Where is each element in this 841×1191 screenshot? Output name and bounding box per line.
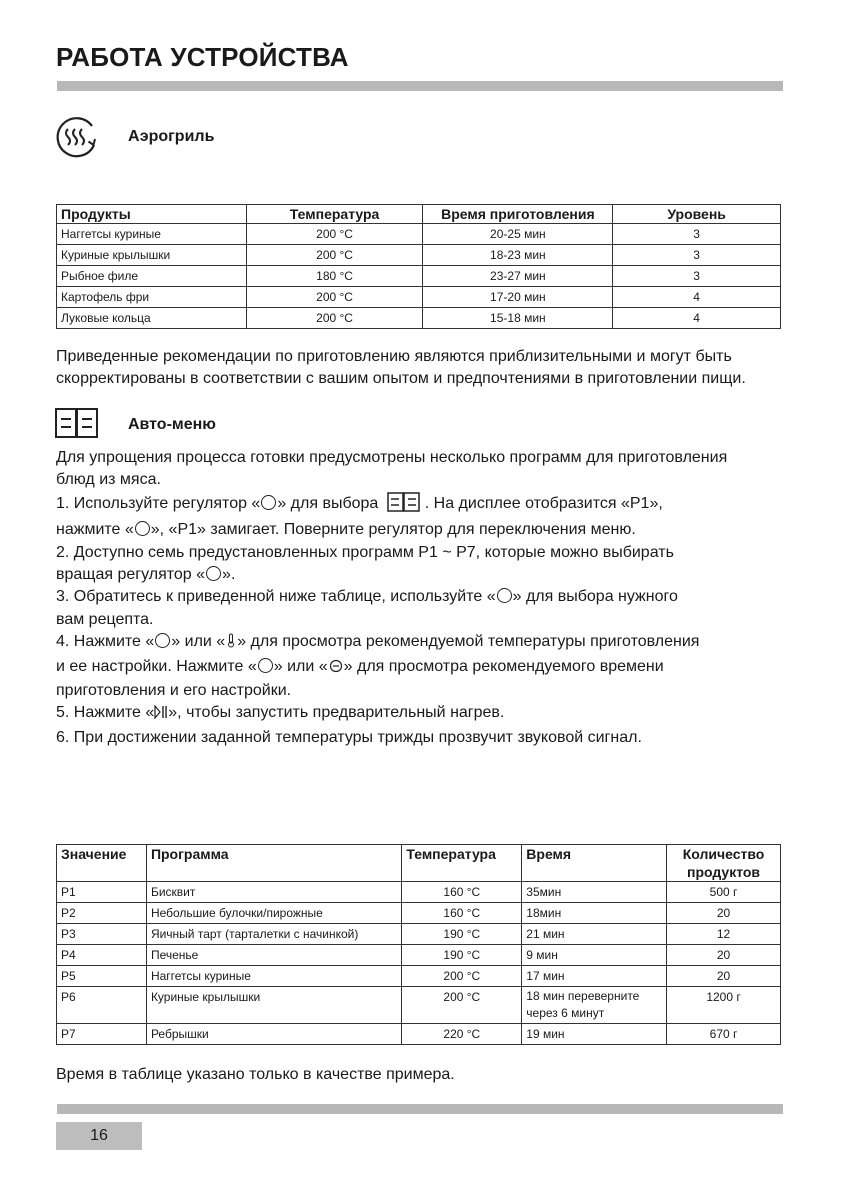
cell-level: 4 [613, 287, 781, 308]
header-rule [57, 81, 783, 91]
automenu-instructions [56, 447, 796, 749]
col-header-time: Время [522, 845, 667, 882]
col-header-products: Продукты [57, 205, 247, 224]
cell-temperature: 200 °C [402, 987, 522, 1024]
book-menu-icon [387, 492, 421, 519]
cell-value: P6 [57, 987, 147, 1024]
cell-temperature: 190 °C [402, 945, 522, 966]
cell-time: 23-27 мин [423, 266, 613, 287]
cell-quantity: 12 [667, 924, 781, 945]
cell-product: Картофель фри [57, 287, 247, 308]
instruction-step-1: 1. Используйте регулятор « » для выбора . На дисплее отобразится «P1», [56, 492, 796, 519]
table-header-row [57, 845, 781, 882]
thermometer-icon [227, 633, 235, 655]
table-row [57, 308, 781, 329]
dial-icon [258, 658, 273, 673]
cell-time: 15-18 мин [423, 308, 613, 329]
cell-value: P1 [57, 882, 147, 903]
cell-temperature: 200 °C [402, 966, 522, 987]
table-row [57, 287, 781, 308]
cell-program: Яичный тарт (тарталетки с начинкой) [146, 924, 401, 945]
cell-quantity: 1200 г [667, 987, 781, 1024]
cell-time: 21 мин [522, 924, 667, 945]
cell-time: 35мин [522, 882, 667, 903]
col-header-value: Значение [57, 845, 147, 882]
page-title: РАБОТА УСТРОЙСТВА [56, 42, 349, 72]
instruction-line: нажмите « », «P1» замигает. Поверните регулятор для переключения меню. [56, 521, 636, 539]
dial-icon [206, 566, 221, 581]
cell-program: Печенье [146, 945, 401, 966]
table-row [57, 966, 781, 987]
automenu-title: Авто-меню [128, 416, 216, 433]
cell-temperature: 200 °C [246, 245, 423, 266]
instruction-step-5: 5. Нажмите « », чтобы запустить предварительный нагрев. [56, 702, 796, 726]
cell-quantity: 20 [667, 903, 781, 924]
cell-time: 17 мин [522, 966, 667, 987]
cell-temperature: 190 °C [402, 924, 522, 945]
cell-level: 3 [613, 245, 781, 266]
instruction-line: приготовления и его настройки. [56, 682, 292, 700]
table-row [57, 903, 781, 924]
airgrill-title: Аэрогриль [128, 128, 215, 145]
cell-quantity: 500 г [667, 882, 781, 903]
cell-temperature: 200 °C [246, 308, 423, 329]
cell-time: 17-20 мин [423, 287, 613, 308]
cell-temperature: 200 °C [246, 287, 423, 308]
cell-time: 19 мин [522, 1024, 667, 1045]
table-row [57, 245, 781, 266]
cell-value: P3 [57, 924, 147, 945]
cell-program: Куриные крылышки [146, 987, 401, 1024]
table-header-row [57, 205, 781, 224]
table-row [57, 987, 781, 1024]
note-line: Приведенные рекомендации по приготовлению являются приблизительными и могут быть [56, 348, 732, 365]
instruction-line: блюд из мяса. [56, 471, 161, 489]
cell-program: Ребрышки [146, 1024, 401, 1045]
cell-time: 18 мин переверните через 6 минут [522, 987, 667, 1024]
col-header-temperature: Температура [246, 205, 423, 224]
cell-program: Бисквит [146, 882, 401, 903]
cell-time: 18мин [522, 903, 667, 924]
dial-icon [135, 521, 150, 536]
cell-value: P2 [57, 903, 147, 924]
page-number: 16 [56, 1122, 142, 1150]
cell-temperature: 220 °C [402, 1024, 522, 1045]
instruction-line: вращая регулятор « ». [56, 566, 236, 584]
recommendation-note [56, 346, 796, 391]
book-menu-icon [55, 408, 99, 438]
instruction-step-4: 4. Нажмите « » или « » для просмотра рекомендуемой температуры приготовления [56, 631, 796, 655]
cell-temperature: 160 °C [402, 882, 522, 903]
footer-rule [57, 1104, 783, 1114]
col-header-temperature: Температура [402, 845, 522, 882]
cell-temperature: 160 °C [402, 903, 522, 924]
cell-program: Наггетсы куриные [146, 966, 401, 987]
cell-temperature: 200 °C [246, 224, 423, 245]
cell-temperature: 180 °C [246, 266, 423, 287]
cell-value: P4 [57, 945, 147, 966]
table-row [57, 945, 781, 966]
airgrill-heat-icon [52, 115, 100, 159]
cell-time: 20-25 мин [423, 224, 613, 245]
col-header-time: Время приготовления [423, 205, 613, 224]
col-header-quantity: Количество продуктов [667, 845, 781, 882]
instruction-step-6: 6. При достижении заданной температуры трижды прозвучит звуковой сигнал. [56, 728, 642, 746]
instruction-line: вам рецепта. [56, 610, 154, 628]
cell-product: Куриные крылышки [57, 245, 247, 266]
cell-product: Наггетсы куриные [57, 224, 247, 245]
instruction-step-3: 3. Обратитесь к приведенной ниже таблице, используйте « » для выбора нужного [56, 588, 678, 606]
cell-quantity: 20 [667, 945, 781, 966]
airgrill-table [56, 204, 781, 329]
timer-icon [329, 658, 343, 680]
cell-level: 3 [613, 266, 781, 287]
cell-quantity: 20 [667, 966, 781, 987]
cell-quantity: 670 г [667, 1024, 781, 1045]
cell-value: P7 [57, 1024, 147, 1045]
table-row [57, 224, 781, 245]
cell-level: 3 [613, 224, 781, 245]
table-row [57, 924, 781, 945]
note-line: скорректированы в соответствии с вашим опытом и предпочтениями в приготовлении пищи. [56, 370, 746, 388]
cell-time: 18-23 мин [423, 245, 613, 266]
instruction-line: Для упрощения процесса готовки предусмотрены несколько программ для приготовления [56, 449, 728, 466]
cell-level: 4 [613, 308, 781, 329]
col-header-program: Программа [146, 845, 401, 882]
cell-product: Рыбное филе [57, 266, 247, 287]
table-row [57, 1024, 781, 1045]
col-header-level: Уровень [613, 205, 781, 224]
dial-icon [155, 633, 170, 648]
cell-time: 9 мин [522, 945, 667, 966]
cell-product: Луковые кольца [57, 308, 247, 329]
instruction-step-2: 2. Доступно семь предустановленных программ P1 ~ P7, которые можно выбирать [56, 543, 674, 561]
dial-icon [261, 495, 276, 510]
instruction-line: и ее настройки. Нажмите « » или « » для просмотра рекомендуемого времени [56, 656, 796, 680]
dial-icon [497, 588, 512, 603]
cell-value: P5 [57, 966, 147, 987]
table-row [57, 266, 781, 287]
table-footnote: Время в таблице указано только в качестве примера. [56, 1066, 455, 1083]
programs-table [56, 844, 781, 1045]
play-pause-icon [154, 704, 168, 726]
cell-program: Небольшие булочки/пирожные [146, 903, 401, 924]
table-row [57, 882, 781, 903]
